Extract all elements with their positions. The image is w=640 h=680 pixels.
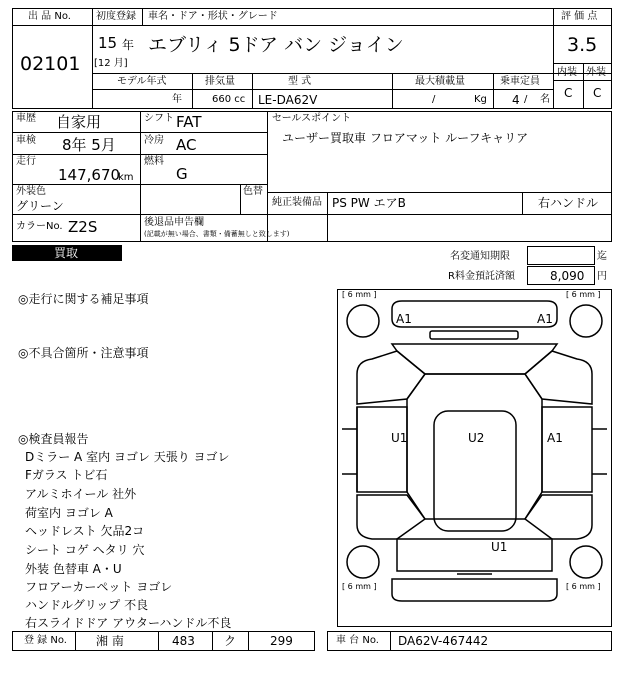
reg-month: [12 月] bbox=[94, 58, 128, 69]
aftermarket-note: (記載が無い場合、書類・備蓄無しと致します) bbox=[144, 230, 290, 238]
reg-kana: ク bbox=[224, 634, 237, 648]
left-side-doors bbox=[357, 407, 407, 492]
report-line: Fガラス トビ石 bbox=[25, 468, 108, 482]
divider bbox=[12, 132, 267, 133]
divider bbox=[192, 73, 193, 109]
wheel-rear-right bbox=[570, 546, 602, 578]
mark-a1-front-left: A1 bbox=[396, 312, 412, 326]
divider bbox=[12, 214, 612, 215]
inspection-label: 車検 bbox=[16, 135, 36, 146]
divider bbox=[583, 63, 584, 109]
max-load-slash: / bbox=[432, 94, 436, 105]
max-load-label: 最大積載量 bbox=[415, 76, 465, 87]
front-bumper bbox=[392, 301, 557, 327]
fuel-label: 燃料 bbox=[144, 156, 164, 167]
reg-class: 483 bbox=[172, 634, 195, 648]
grade-value: 3.5 bbox=[567, 34, 598, 56]
lot-label: 出 品 No. bbox=[28, 11, 71, 22]
divider bbox=[252, 73, 253, 109]
tire-depth-rear-left: [ 6 mm ] bbox=[342, 582, 377, 591]
left-rear-fender bbox=[357, 495, 425, 539]
buy-badge-label: 買取 bbox=[54, 246, 79, 260]
chassis-label: 車 台 No. bbox=[336, 635, 379, 646]
reg-label: 登 録 No. bbox=[24, 635, 67, 646]
divider bbox=[522, 192, 523, 214]
type-label: 型 式 bbox=[288, 76, 312, 87]
divider bbox=[158, 631, 159, 651]
wheel-front-right bbox=[570, 305, 602, 337]
recycle-unit: 円 bbox=[597, 271, 607, 282]
divider bbox=[92, 73, 612, 74]
aftermarket-label: 後退品申告欄 bbox=[144, 217, 204, 228]
exterior-label: 外装 bbox=[586, 67, 606, 78]
divider bbox=[12, 154, 267, 155]
divider bbox=[248, 631, 249, 651]
roof bbox=[407, 374, 542, 519]
aircon-value: AC bbox=[176, 136, 197, 154]
equipment-value: PS PW エアB bbox=[332, 196, 406, 210]
type-value: LE-DA62V bbox=[258, 93, 318, 107]
divider bbox=[553, 8, 554, 109]
reg-number: 299 bbox=[270, 634, 293, 648]
steering-value: 右ハンドル bbox=[538, 196, 599, 210]
right-side-doors bbox=[542, 407, 592, 492]
defects-heading: ◎不具合箇所・注意事項 bbox=[18, 346, 149, 360]
mark-u1-left-side: U1 bbox=[391, 431, 408, 445]
report-line: 右スライドドア アウターハンドル不良 bbox=[25, 616, 232, 630]
right-rear-fender bbox=[525, 495, 592, 539]
recycle-label: R料金預託済額 bbox=[448, 271, 515, 282]
front-grille bbox=[430, 331, 518, 339]
capacity-value: 4 bbox=[512, 93, 520, 107]
color-no-value: Z2S bbox=[68, 218, 98, 236]
usage-value: 自家用 bbox=[56, 113, 102, 131]
interior-label: 内装 bbox=[557, 67, 577, 78]
tire-depth-front-left: [ 6 mm ] bbox=[342, 290, 377, 299]
left-mirror-lines bbox=[342, 407, 357, 492]
divider bbox=[212, 631, 213, 651]
tire-depth-rear-right: [ 6 mm ] bbox=[566, 582, 601, 591]
shift-value: FAT bbox=[176, 113, 202, 131]
color-no-label: カラーNo. bbox=[16, 221, 63, 232]
displacement-label: 排気量 bbox=[205, 76, 235, 87]
report-line: アルミホイール 社外 bbox=[25, 487, 137, 501]
divider bbox=[12, 25, 612, 26]
sales-point-value: ユーザー買取車 フロアマット ルーフキャリア bbox=[282, 131, 529, 145]
hood bbox=[392, 344, 557, 374]
capacity-label: 乗車定員 bbox=[500, 76, 540, 87]
name-change-unit: 迄 bbox=[597, 251, 607, 262]
right-front-fender bbox=[525, 351, 592, 404]
divider bbox=[390, 631, 391, 651]
divider bbox=[553, 80, 612, 81]
right-mirror-lines bbox=[592, 429, 607, 474]
left-front-fender bbox=[357, 351, 425, 404]
divider bbox=[92, 89, 553, 90]
capacity-unit: 名 bbox=[540, 94, 550, 105]
exterior-grade: C bbox=[593, 86, 602, 100]
lot-number: 02101 bbox=[20, 53, 81, 75]
usage-label: 車歴 bbox=[16, 113, 36, 124]
divider bbox=[493, 73, 494, 109]
report-line: ハンドルグリップ 不良 bbox=[25, 598, 149, 612]
divider bbox=[267, 192, 612, 193]
shift-label: シフト bbox=[144, 113, 174, 124]
fuel-value: G bbox=[176, 165, 188, 183]
mark-u1-rear: U1 bbox=[491, 540, 508, 554]
wheel-front-left bbox=[347, 305, 379, 337]
model-year-label: モデル年式 bbox=[117, 76, 167, 87]
grade-label: 評 価 点 bbox=[561, 11, 598, 22]
mark-a1-front-right: A1 bbox=[537, 312, 553, 326]
inspector-heading: ◎検査員報告 bbox=[18, 432, 89, 446]
mark-a1-right-side: A1 bbox=[547, 431, 563, 445]
recycle-value: 8,090 bbox=[550, 269, 585, 283]
report-line: 外装 色替車 A・U bbox=[25, 562, 122, 576]
inspection-value: 8年 5月 bbox=[62, 136, 116, 154]
divider bbox=[140, 111, 141, 242]
displacement-value: 660 cc bbox=[212, 94, 246, 105]
reg-year: 15 bbox=[98, 34, 118, 52]
mileage-value: 147,670 bbox=[58, 166, 121, 184]
report-line: 荷室内 ヨゴレ A bbox=[25, 506, 113, 520]
tire-depth-front-right: [ 6 mm ] bbox=[566, 290, 601, 299]
roof-panel bbox=[434, 411, 516, 531]
repaint-label: 色替 bbox=[243, 186, 263, 197]
report-line: フロアーカーペット ヨゴレ bbox=[25, 580, 173, 594]
report-line: ヘッドレスト 欠品2コ bbox=[25, 524, 145, 538]
rear-bumper bbox=[392, 579, 557, 601]
wheel-rear-left bbox=[347, 546, 379, 578]
divider bbox=[75, 631, 76, 651]
reg-year-unit: 年 bbox=[122, 38, 135, 52]
report-line: Dミラー A 室内 ヨゴレ 天張り ヨゴレ bbox=[25, 450, 230, 464]
car-outline bbox=[337, 289, 612, 627]
sales-point-label: セールスポイント bbox=[272, 113, 352, 124]
divider bbox=[327, 192, 328, 242]
divider bbox=[142, 8, 143, 25]
report-line: シート コゲ ヘタリ 穴 bbox=[25, 543, 145, 557]
first-reg-label: 初度登録 bbox=[96, 11, 136, 22]
max-load-unit: Kg bbox=[474, 94, 487, 105]
mileage-label: 走行 bbox=[16, 156, 36, 167]
mileage-unit: km bbox=[118, 172, 134, 183]
vehicle-name: エブリィ 5ドア バン ジョイン bbox=[148, 34, 404, 56]
name-change-box bbox=[527, 246, 595, 265]
model-year-unit: 年 bbox=[172, 94, 182, 105]
mark-u2-roof: U2 bbox=[468, 431, 485, 445]
divider bbox=[267, 111, 268, 242]
equipment-label: 純正装備品 bbox=[272, 197, 322, 208]
divider bbox=[92, 8, 93, 109]
driving-notes-heading: ◎走行に関する補足事項 bbox=[18, 292, 149, 306]
interior-grade: C bbox=[564, 86, 573, 100]
name-change-label: 名変通知期限 bbox=[450, 251, 510, 262]
color-label: 外装色 bbox=[16, 186, 46, 197]
reg-area: 湘 南 bbox=[96, 634, 124, 648]
divider bbox=[240, 184, 241, 214]
divider bbox=[392, 73, 393, 109]
capacity-slash: / bbox=[524, 94, 528, 105]
rear-door bbox=[397, 539, 552, 571]
chassis-number: DA62V-467442 bbox=[398, 634, 489, 648]
aircon-label: 冷房 bbox=[144, 135, 164, 146]
vehicle-label: 車名・ドア・形状・グレード bbox=[148, 11, 278, 22]
divider bbox=[12, 184, 267, 185]
color-value: グリーン bbox=[16, 199, 64, 213]
